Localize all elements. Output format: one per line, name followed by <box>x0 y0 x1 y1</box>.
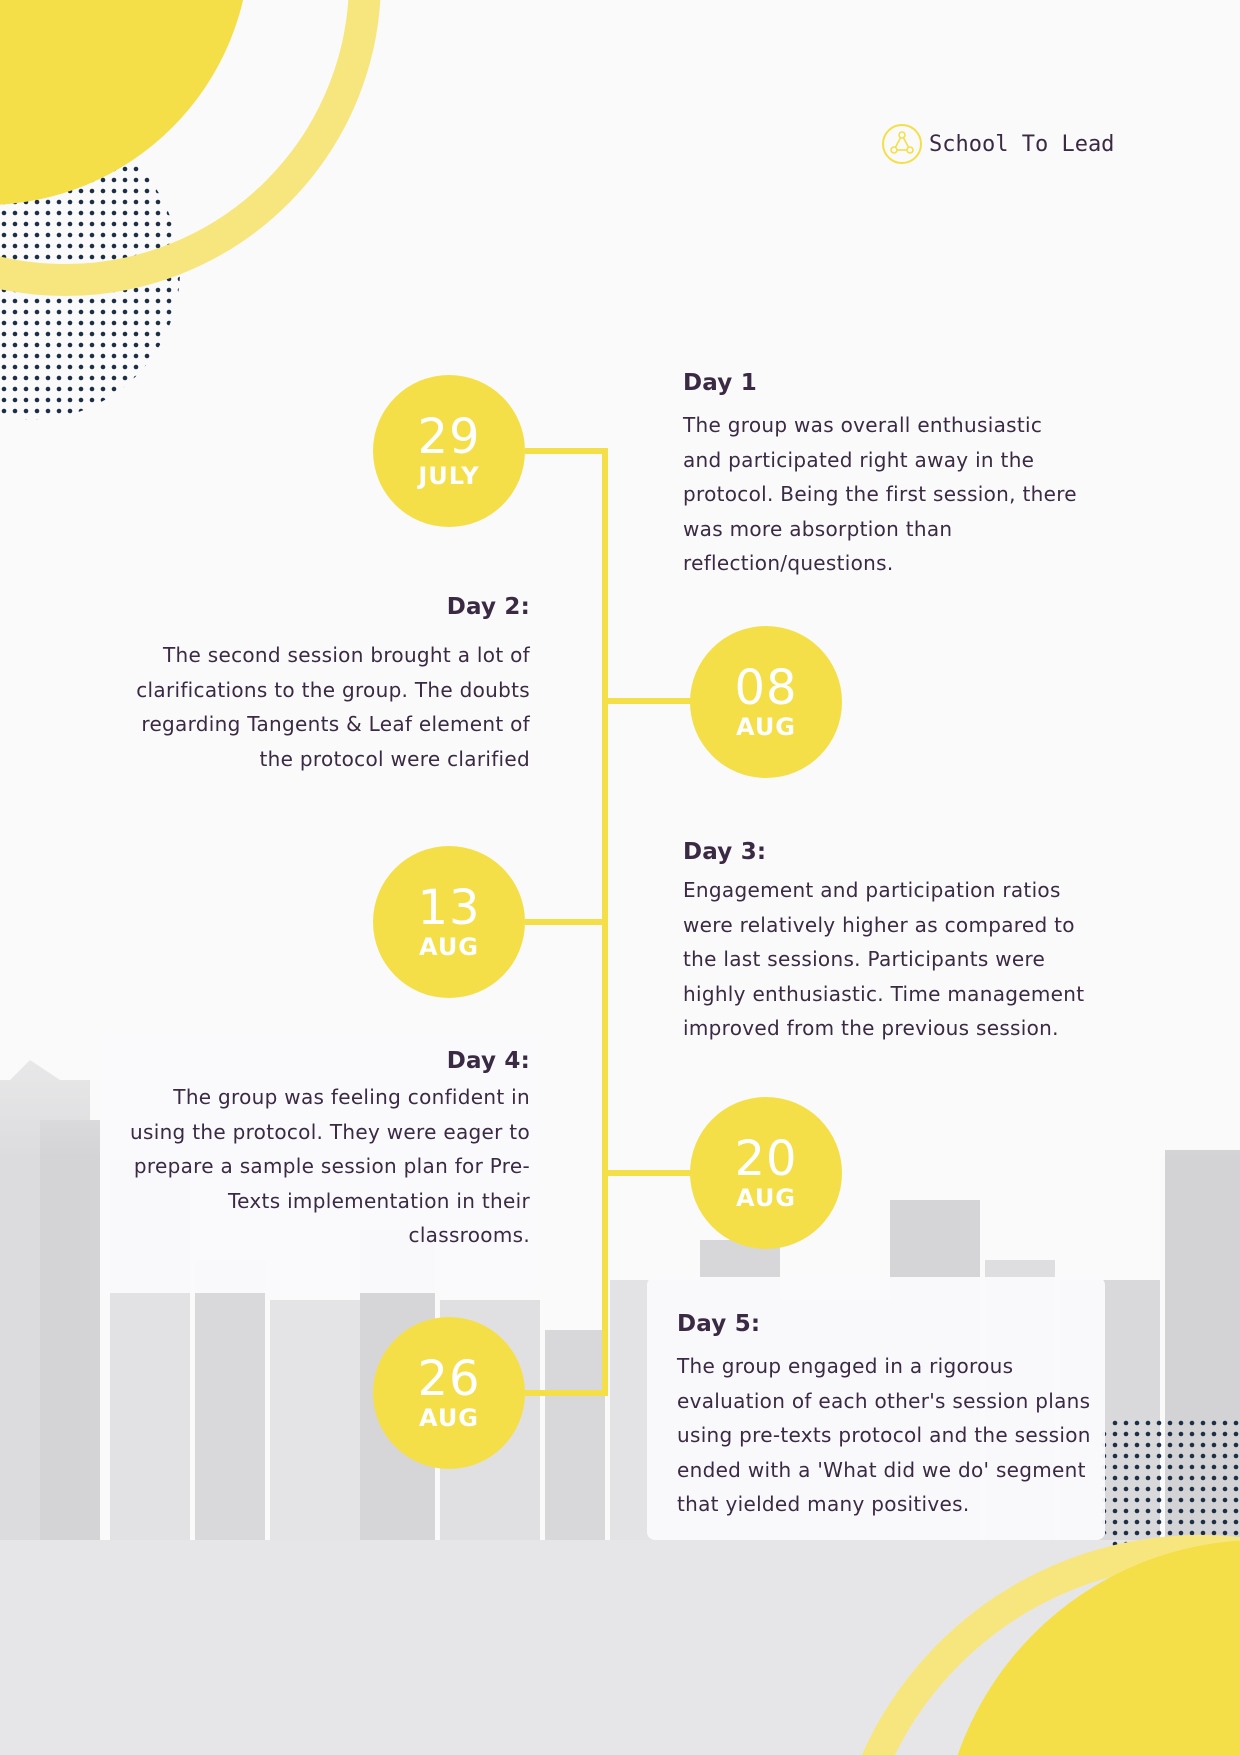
entry-title: Day 2: <box>446 594 530 620</box>
date-circle-day-5 <box>373 1317 525 1469</box>
date-day: 13 <box>417 880 481 936</box>
entry-body: Engagement and participation ratios were relatively higher as compared to the last sessions. Participants were highly enthusiastic. Time management improved from the previous session. <box>683 878 1085 1040</box>
day-2-entry <box>105 594 530 776</box>
entry-body: The second session brought a lot of clarifications to the group. The doubts regarding Tangents & Leaf element of the protocol were clarified <box>136 643 530 771</box>
entry-title: Day 5: <box>677 1311 761 1337</box>
day-4-entry <box>120 1048 530 1253</box>
date-month: AUG <box>735 1184 797 1212</box>
network-triangle-icon <box>881 123 923 165</box>
date-month: AUG <box>735 713 797 741</box>
brand-name: School To Lead <box>929 131 1115 157</box>
entry-title: Day 3: <box>683 839 767 865</box>
date-circle-day-2 <box>690 626 842 778</box>
day-3-entry <box>683 839 1108 1046</box>
date-day: 26 <box>417 1351 481 1407</box>
entry-title: Day 1 <box>683 370 757 396</box>
date-day: 08 <box>734 660 798 716</box>
date-day: 29 <box>417 409 481 465</box>
day-1-entry <box>683 370 1103 581</box>
date-circle-day-1 <box>373 375 525 527</box>
entry-body: The group engaged in a rigorous evaluation of each other's session plans using pre-texts protocol and the session ended with a 'What did we do' segment that yielded many positives. <box>677 1354 1091 1516</box>
entry-body: The group was feeling confident in using the protocol. They were eager to prepare a sample session plan for Pre-Texts implementation in their classrooms. <box>130 1085 530 1247</box>
entry-title: Day 4: <box>446 1048 530 1074</box>
date-circle-day-4 <box>690 1097 842 1249</box>
date-day: 20 <box>734 1131 798 1187</box>
entry-body: The group was overall enthusiastic and participated right away in the protocol. Being the first session, there was more absorption than reflection/questions. <box>683 413 1077 575</box>
day-5-entry <box>677 1311 1107 1522</box>
date-month: AUG <box>418 933 480 961</box>
brand-logo <box>881 123 1114 165</box>
date-month: AUG <box>418 1404 480 1432</box>
date-month: JULY <box>418 462 480 490</box>
date-circle-day-3 <box>373 846 525 998</box>
